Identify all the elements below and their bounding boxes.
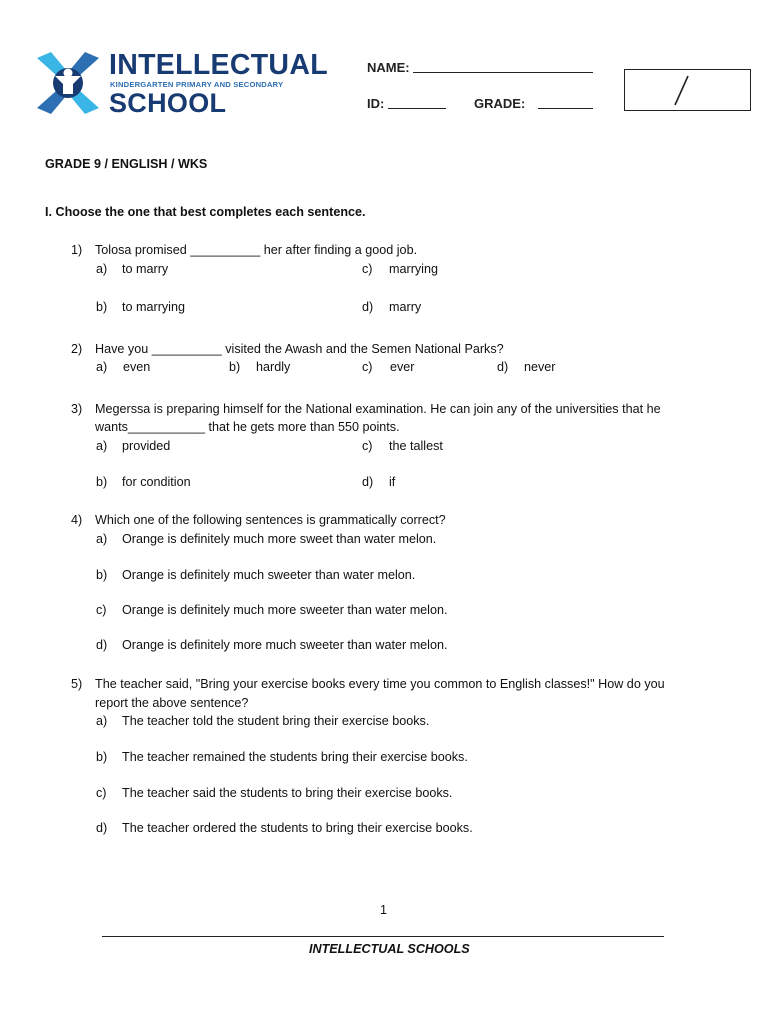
question-text: The teacher said, "Bring your exercise books every time you common to English classes!" How do you: [95, 677, 665, 691]
school-word-text: SCHOOL: [109, 88, 227, 118]
id-label: ID:: [367, 96, 385, 111]
option-letter: a): [96, 360, 108, 374]
school-name-text: INTELLECTUAL: [109, 49, 328, 81]
footer-divider: [102, 936, 664, 937]
option-c[interactable]: ever: [390, 360, 415, 374]
option-letter: a): [96, 714, 108, 728]
option-c[interactable]: marrying: [389, 262, 438, 276]
question-number: 2): [71, 342, 83, 356]
option-b[interactable]: to marrying: [122, 300, 185, 314]
option-letter: b): [96, 300, 108, 314]
option-letter: a): [96, 439, 108, 453]
option-b[interactable]: hardly: [256, 360, 291, 374]
option-letter: d): [96, 638, 108, 652]
question-text: Megerssa is preparing himself for the National examination. He can join any of the universities that he: [95, 402, 661, 416]
option-b[interactable]: for condition: [122, 475, 191, 489]
option-b[interactable]: The teacher remained the students bring their exercise books.: [122, 750, 468, 764]
option-letter: b): [229, 360, 241, 374]
id-field[interactable]: [388, 108, 446, 109]
option-d[interactable]: marry: [389, 300, 422, 314]
score-box[interactable]: [624, 69, 751, 111]
footer-school-name: INTELLECTUAL SCHOOLS: [309, 942, 470, 956]
question-number: 1): [71, 243, 83, 257]
question-number: 4): [71, 513, 83, 527]
option-a[interactable]: even: [123, 360, 151, 374]
option-b[interactable]: Orange is definitely much sweeter than water melon.: [122, 568, 416, 582]
name-field[interactable]: [413, 72, 593, 73]
school-logo: [30, 45, 350, 119]
question-number: 3): [71, 402, 83, 416]
grade-field[interactable]: [538, 108, 593, 109]
option-letter: c): [362, 439, 373, 453]
option-letter: c): [96, 603, 107, 617]
question-text-continued: report the above sentence?: [95, 696, 249, 710]
option-d[interactable]: Orange is definitely more much sweeter than water melon.: [122, 638, 448, 652]
name-label: NAME:: [367, 60, 410, 75]
option-letter: d): [96, 821, 108, 835]
option-letter: c): [362, 262, 373, 276]
option-d[interactable]: never: [524, 360, 556, 374]
option-letter: b): [96, 750, 108, 764]
question-text-continued: wants___________ that he gets more than 550 points.: [95, 420, 400, 434]
option-c[interactable]: Orange is definitely much more sweeter than water melon.: [122, 603, 448, 617]
option-a[interactable]: provided: [122, 439, 171, 453]
question-text: Have you __________ visited the Awash and the Semen National Parks?: [95, 342, 504, 356]
option-c[interactable]: The teacher said the students to bring their exercise books.: [122, 786, 453, 800]
option-a[interactable]: The teacher told the student bring their exercise books.: [122, 714, 430, 728]
option-a[interactable]: Orange is definitely much more sweet than water melon.: [122, 532, 437, 546]
option-letter: b): [96, 475, 108, 489]
option-letter: b): [96, 568, 108, 582]
school-emblem-icon: [35, 50, 101, 116]
page-number: 1: [380, 903, 388, 917]
question-number: 5): [71, 677, 83, 691]
score-slash-mark: [625, 70, 750, 110]
grade-label: GRADE:: [474, 96, 526, 111]
option-letter: d): [362, 300, 374, 314]
option-letter: a): [96, 262, 108, 276]
option-letter: d): [362, 475, 374, 489]
option-letter: c): [362, 360, 373, 374]
option-a[interactable]: to marry: [122, 262, 169, 276]
question-text: Which one of the following sentences is grammatically correct?: [95, 513, 446, 527]
option-d[interactable]: The teacher ordered the students to bring their exercise books.: [122, 821, 473, 835]
option-d[interactable]: if: [389, 475, 396, 489]
section-title: I. Choose the one that best completes each sentence.: [45, 205, 366, 219]
option-c[interactable]: the tallest: [389, 439, 443, 453]
course-line: GRADE 9 / ENGLISH / WKS: [45, 157, 208, 171]
option-letter: a): [96, 532, 108, 546]
option-letter: c): [96, 786, 107, 800]
school-subtitle-text: KINDERGARTEN PRIMARY AND SECONDARY: [110, 80, 284, 89]
option-letter: d): [497, 360, 509, 374]
question-text: Tolosa promised __________ her after finding a good job.: [95, 243, 418, 257]
